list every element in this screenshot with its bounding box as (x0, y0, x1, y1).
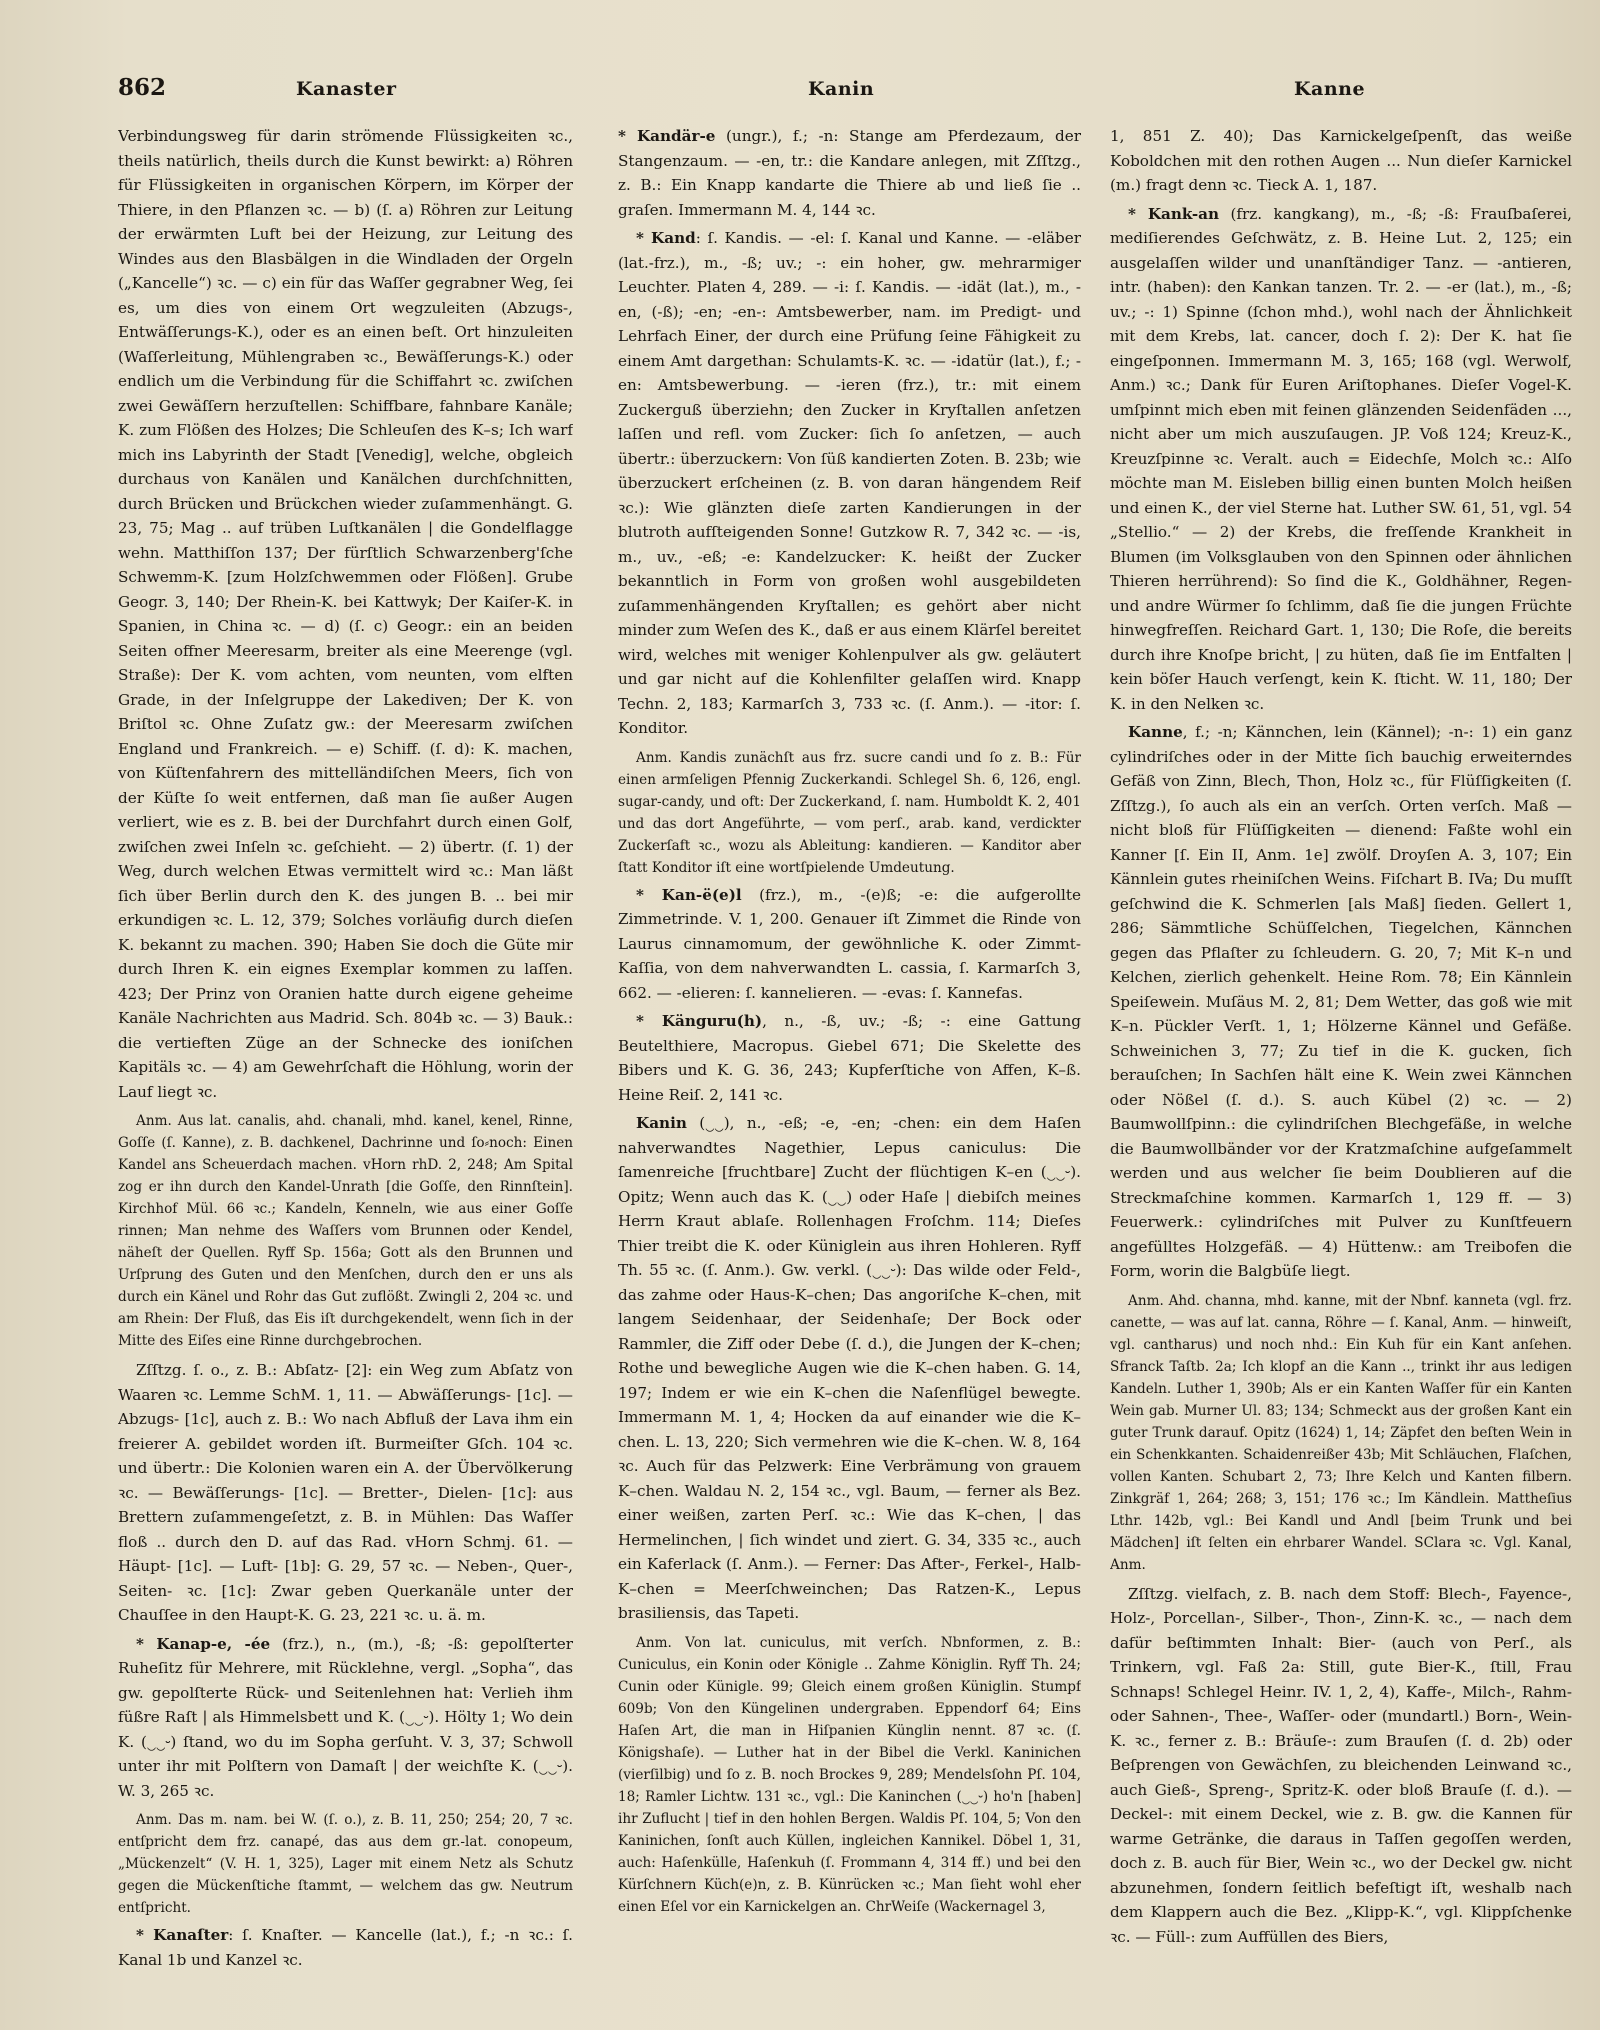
annotation-paragraph (118, 1110, 573, 1352)
entry-text: Anm. Aus lat. canalis, ahd. chanali, mhd. kanel, kenel, Rinne, Goſſe (ſ. Kanne), z. B. dachkenel, Dachrinne und ſo⸗noch: Einen Kandel ans Scheuerdach machen. vHorn rhD. 2, 248; Am Spital zog er ihn durch den Kandel-Unrath [die Goſſe, den Rinnſtein]. Kirchhof Mül. 66 ꝛc.; Kandeln, Kenneln, wie aus einer Goſſe rinnen; Man nehme des Waſſers vom Brunnen oder Kendel, näheſt der Quellen. Ryff Sp. 156a; Gott als den Brunnen und Urſprung des Guten und den Menſchen, durch den er uns als durch ein Känel und Rohr das Gut zuflößt. Zwingli 2, 204 ꝛc. und am Rhein: Der Fluß, das Eis iſt durchgekendelt, wenn ſich in der Mitte des Eiſes eine Rinne durchgebrochen. (118, 1113, 573, 1349)
middle-head-word: Kanin (808, 78, 875, 100)
lemma: * Kanaſter (136, 1926, 229, 1944)
entry-text: (ungr.), f.; -n: Stange am Pferdezaum, der Stangenzaum. — -en, tr.: die Kandare anlegen, mit Zſſtzg., z. B.: Ein Knapp kandarte die Thiere ab und ließ ſie .. graſen. Immermann M. 4, 144 ꝛc. (618, 127, 1081, 219)
entry-text: , n., -ß, uv.; -ß; -: eine Gattung Beutelthiere, Macropus. Giebel 671; Die Skelette des Bibers und K. G. 36, 243; Kupferſtiche von Affen, K–ß. Heine Reiſ. 2, 141 ꝛc. (618, 1012, 1081, 1104)
annotation-paragraph (618, 1632, 1081, 1918)
entry-paragraph (1110, 1582, 1572, 1950)
entry-paragraph (1110, 124, 1572, 198)
entry-paragraph (618, 226, 1081, 741)
lemma: * Kand (636, 229, 696, 247)
lemma: Kanin (636, 1114, 687, 1132)
entry-text: Verbindungsweg für darin strömende Flüssigkeiten ꝛc., theils natürlich, theils durch die Kunst bewirkt: a) Röhren für Flüssigkeiten in organischen Körpern, im Körper der Thiere, in den Pflanzen ꝛc. — b) (ſ. a) Röhren zur Leitung der erwärmten Luft bei der Heizung, zur Leitung des Windes aus den Blasbälgen in die Windladen der Orgeln („Kancelle“) ꝛc. — c) ein für das Waſſer gegrabner Weg, ſei es, um dies von einem Ort wegzuleiten (Abzugs-, Entwäſſerungs-K.), oder es an einen beſt. Ort hinzuleiten (Waſſerleitung, Mühlengraben ꝛc., Bewäſſerungs-K.) oder endlich um die Verbindung für die Schiffahrt ꝛc. zwiſchen zwei Gewäſſern herzuſtellen: Schiffbare, fahnbare Kanäle; K. zum Flößen des Holzes; Die Schleuſen des K–s; Ich warf mich ins Labyrinth der Stadt [Venedig], welche, obgleich durchaus von Kanälen und Kanälchen durchſchnitten, durch Brücken und Brückchen wieder zuſammenhängt. G. 23, 75; Mag .. auf trüben Luſtkanälen | die Gondelflagge wehn. Matthiſſon 137; Der fürſtlich Schwarzenberg'ſche Schwemm-K. [zum Holzſchwemmen oder Flößen]. Grube Geogr. 3, 140; Der Rhein-K. bei Kattwyk; Der Kaiſer-K. in Spanien, in China ꝛc. — d) (ſ. c) Geogr.: ein an beiden Seiten offner Meeresarm, breiter als eine Meerenge (vgl. Straße): Der K. vom achten, vom neunten, vom elften Grade, in der Inſelgruppe der Lakediven; Der K. von Briſtol ꝛc. Ohne Zuſatz gw.: der Meeresarm zwiſchen England und Frankreich. — e) Schiff. (ſ. d): K. machen, von Küſtenfahrern des mittelländiſchen Meers, ſich von der Küſte ſo weit entfernen, daß man ſie außer Augen verliert, wie es z. B. bei der Durchfahrt durch einen Golf, zwiſchen zwei Inſeln ꝛc. geſchieht. — 2) übertr. (ſ. 1) der Weg, durch welchen Etwas vermittelt wird ꝛc.: Man läßt ſich über Berlin durch den K. des jungen B. .. bei mir erkundigen ꝛc. L. 12, 379; Solches vorläufig durch dieſen K. bekannt zu machen. 390; Haben Sie doch die Güte mir durch Ihren K. ein eignes Exemplar kommen zu laſſen. 423; Der Prinz von Oranien hatte durch eigene geheime Kanäle Nachrichten aus Madrid. Sch. 804b ꝛc. — 3) Bauk.: die vertieften Züge an der Schnecke des ioniſchen Kapitäls ꝛc. — 4) am Gewehrſchaft die Höhlung, worin der Lauf liegt ꝛc. (118, 127, 573, 1101)
annotation-paragraph (118, 1809, 573, 1919)
left-head-word: Kanaster (296, 78, 397, 100)
entry-text: Anm. Kandis zunächſt aus frz. sucre candi und ſo z. B.: Für einen armſeligen Pfennig Zuckerkandi. Schlegel Sh. 6, 126, engl. sugar-candy, und oft: Der Zuckerkand, ſ. nam. Humboldt K. 2, 401 und das dort Angeführte, — vom perſ., arab. kand, verdickter Zuckerſaft ꝛc., wozu als Ableitung: kandieren. — Kanditor aber ſtatt Konditor iſt eine wortſpielende Umdeutung. (618, 749, 1081, 876)
entry-paragraph (618, 124, 1081, 222)
right-head-word: Kanne (1294, 78, 1366, 100)
column-right (1110, 124, 1572, 2004)
entry-paragraph (618, 1111, 1081, 1626)
entry-text: (frz.), n., (m.), -ß; -ß: gepolſterter Ruheſitz für Mehrere, mit Rücklehne, vergl. „Sopha“, das gw. gepolſterte Rück- und Seitenlehnen hat: Verlieh ihm füßre Raſt | als Himmelsbett und K. (‿‿⏑). Hölty 1; Wo dein K. (‿‿⏑) ſtand, wo du im Sopha gerſuht. V. 3, 37; Schwoll unter ihr mit Polſtern von Damaſt | der weichſte K. (‿‿⏑). W. 3, 265 ꝛc. (118, 1634, 573, 1800)
entry-text: Anm. Von lat. cuniculus, mit verſch. Nbnformen, z. B.: Cuniculus, ein Konin oder Königle .. Zahme Königlin. Ryff Th. 24; Cunin oder Künigle. 99; Gleich einem großen Küniglin. Stumpf 609b; Von den Küngelinen undergraben. Eppendorf 64; Eins Haſen Art, die man in Hiſpanien Künglin nennt. 87 ꝛc. (ſ. Königshaſe). — Luther hat in der Bibel die Verkl. Kaninichen (vierſilbig) und ſo z. B. noch Brockes 9, 289; Mendelsſohn Pſ. 104, 18; Ramler Lichtw. 131 ꝛc., vgl.: Die Kaninchen (‿‿⏑) ho'n [haben] ihr Zuflucht | tief in den hohlen Bergen. Waldis Pſ. 104, 5; Von den Kaninichen, ſonſt auch Küllen, ingleichen Kannikel. Döbel 1, 31, auch: Haſenkülle, Haſenkuh (ſ. Frommann 4, 314 ff.) und bei den Kürſchnern Küch(e)n, z. B. Künrücken ꝛc.; Man ſieht wohl eher einen Eſel vor ein Karnickelgen an. ChrWeiſe (Wackernagel 3, (618, 1634, 1081, 1915)
entry-paragraph (118, 124, 573, 1104)
entry-paragraph (118, 1923, 573, 1972)
annotation-paragraph (1110, 1290, 1572, 1576)
entry-paragraph (1110, 720, 1572, 1284)
entry-text: (frz. kangkang), m., -ß; -ß: Frauſbaſerei, mediſierendes Geſchwätz, z. B. Heine Lut. 2, 125; ein ausgelaſſen wilder und unanſtändiger Tanz. — -antieren, intr. (haben): den Kankan tanzen. Tr. 2. — -er (lat.), m., -ß; uv.; -: 1) Spinne (ſchon mhd.), wohl nach der Ähnlichkeit mit dem Krebs, lat. cancer, doch ſ. 2): Der K. hat ſie eingeſponnen. Immermann M. 3, 165; 168 (vgl. Werwolf, Anm.) ꝛc.; Dank für Euren Ariſtophanes. Dieſer Vogel-K. umſpinnt mich eben mit feinen glänzenden Seidenfäden ..., nicht aber um mich auszuſaugen. JP. Voß 124; Kreuz-K., Kreuzſpinne ꝛc. Veralt. auch = Eidechſe, Molch ꝛc.: Alſo möchte man M. Eisleben billig einen bunten Molch heißen und einen K., der viel Sterne hat. Luther SW. 61, 51, vgl. 54 „Stellio.“ — 2) der Krebs, die freſſende Krankheit in Blumen (im Volksglauben von den Spinnen oder ähnlichen Thieren herrührend): So ſind die K., Goldhähner, Regen- und andre Würmer ſo ſchlimm, daß ſie die jungen Früchte hinwegfreſſen. Reichard Gart. 1, 130; Die Roſe, die bereits durch ihre Knoſpe bricht, | zu hüten, daß ſie im Entfalten | kein böſer Hauch verſengt, kein K. ſticht. W. 11, 180; Der K. in den Nelken ꝛc. (1110, 204, 1572, 713)
entry-text: Anm. Ahd. channa, mhd. kanne, mit der Nbnf. kanneta (vgl. frz. canette, — was auf lat. canna, Röhre — ſ. Kanal, Anm. — hinweiſt, vgl. cantharus) und noch nhd.: Ein Kuh für ein Kant anſehen. Sfranck Taſtb. 2a; Ich klopf an die Kann .., trinkt ihr aus ledigen Kandeln. Luther 1, 390b; Als er ein Kanten Waſſer für ein Kanten Wein gab. Murner Ul. 83; 134; Schmeckt aus der großen Kant ein guter Trunk darauf. Opitz (1624) 1, 14; Zäpfet den beſten Wein in ein Schenkkanten. Schaidenreißer 43b; Mit Schläuchen, Flaſchen, vollen Kanten. Schubart 2, 73; Ihre Kelch und Kanten filbern. Zinkgräf 1, 264; 268; 3, 151; 176 ꝛc.; Im Kändlein. Mattheſius Lthr. 142b, vgl.: Bei Kandl und Andl [beim Trunk und bei Mädchen] iſt ſelten ein ehrbarer Wandel. SClara ꝛc. Vgl. Kanal, Anm. (1110, 1292, 1572, 1573)
lemma: * Kandär-e (618, 127, 716, 145)
entry-text: : ſ. Knaſter. — Kancelle (lat.), f.; -n ꝛc.: ſ. Kanal 1b und Kanzel ꝛc. (118, 1926, 573, 1969)
entry-paragraph (1110, 202, 1572, 717)
entry-text: , f.; -n; Kännchen, lein (Kännel); -n-: 1) ein ganz cylindriſches oder in der Mitte ſich bauchig erweiterndes Gefäß von Zinn, Blech, Thon, Holz ꝛc., für Flüſſigkeiten (ſ. Zſſtzg.), ſo auch als ein an verſch. Orten verſch. Maß — nicht bloß für Flüſſigkeiten — dienend: Faßte wohl ein Kanner [ſ. Ein II, Anm. 1e] zwölf. Droyſen A. 3, 107; Ein Kännlein gutes rheiniſchen Weins. Fiſchart B. IVa; Du muſſt geſchwind die K. Schmerlen [als Maß] ſieden. Gellert 1, 286; Sämmtliche Schüſſelchen, Tiegelchen, Kännchen gegen das Pflaſter zu ſchleudern. G. 20, 7; Mit K–n und Kelchen, zierlich gehenkelt. Heine Rom. 78; Ein Kännlein Speiſewein. Muſäus M. 2, 81; Dem Wetter, das goß wie mit K–n. Pückler Verſt. 1, 1; Hölzerne Kännel und Gefäße. Schweinichen 3, 77; Zu tief in die K. gucken, ſich berauſchen; In Sachſen hält eine K. Wein zwei Kännchen oder Nößel (ſ. d.). S. auch Kübel (2) ꝛc. — 2) Baumwollſpinn.: die cylindriſchen Blechgefäße, in welche die Baumwollbänder vor der Kratzmaſchine aufgeſammelt werden und aus welcher ſie beim Doublieren auf die Streckmaſchine kommen. Karmarſch 1, 129 ff. — 3) Feuerwerk.: cylindriſches mit Pulver zu Kunſtfeuern angefülltes Holzgefäß. — 4) Hüttenw.: am Treibofen die Form, worin die Balgbüſe liegt. (1110, 723, 1572, 1280)
lemma: * Känguru(h) (636, 1012, 763, 1030)
entry-text: Zſſtzg. vielfach, z. B. nach dem Stoff: Blech-, Fayence-, Holz-, Porcellan-, Silber-, Thon-, Zinn-K. ꝛc., — nach dem dafür beſtimmten Inhalt: Bier- (auch von Perſ., als Trinkern, vgl. Faß 2a: Still, gute Bier-K., ſtill, Frau Schnaps! Schlegel Heinr. IV. 1, 2, 4), Kaffe-, Milch-, Rahm- oder Sahnen-, Thee-, Waſſer- oder (mundartl.) Born-, Wein-K. ꝛc., ferner z. B.: Bräuſe-: zum Brauſen (ſ. d. 2b) oder Beſprengen von Gewächſen, zu bleichenden Leinwand ꝛc., auch Gieß-, Spreng-, Spritz-K. oder bloß Brauſe (ſ. d.). — Deckel-: mit einem Deckel, wie z. B. gw. die Kannen für warme Getränke, die daraus in Taſſen gegoſſen werden, doch z. B. auch für Bier, Wein ꝛc., wo der Deckel gw. nicht abzunehmen, ſondern ſeitlich befeſtigt iſt, weshalb nach dem Klappern auch die Bez. „Klipp-K.“, vgl. Klippſchenke ꝛc. — Füll-: zum Auffüllen des Biers, (1110, 1584, 1572, 1946)
entry-paragraph (618, 1009, 1081, 1107)
column-middle (618, 124, 1081, 2004)
lemma: * Kan-ë(e)l (636, 885, 742, 904)
column-left (118, 124, 573, 2004)
entry-text: 1, 851 Z. 40); Das Karnickelgeſpenſt, das weiße Koboldchen mit den rothen Augen ... Nun dieſer Karnickel (m.) fragt denn ꝛc. Tieck A. 1, 187. (1110, 127, 1572, 194)
entry-text: : ſ. Kandis. — -el: ſ. Kanal und Kanne. — -eläber (lat.-frz.), m., -ß; uv.; -: ein hoher, gw. mehrarmiger Leuchter. Platen 4, 289. — -i: ſ. Kandis. — -idät (lat.), m., -en, (-ß); -en; -en-: Amtsbewerber, nam. im Predigt- und Lehrfach Einer, der durch eine Prüfung ſeine Fähigkeit zu einem Amt dargethan: Schulamts-K. ꝛc. — -idatür (lat.), f.; -en: Amtsbewerbung. — -ieren (frz.), tr.: mit einem Zuckerguß überziehn; den Zucker in Kryſtallen anſetzen laſſen und refl. vom Zucker: ſich ſo anſetzen, — auch übertr.: überzuckern: Von ſüß kandierten Zoten. B. 23b; wie überzuckert erſcheinen (z. B. von daran hängendem Reif ꝛc.): Wie glänzten dieſe zarten Kandierungen in der blutroth aufſteigenden Sonne! Gutzkow R. 7, 342 ꝛc. — -is, m., uv., -eß; -e: Kandelzucker: K. heißt der Zucker bekanntlich in Form von großen wohl ausgebildeten zuſammenhängenden Kryſtallen; es gehört aber nicht minder zum Weſen des K., daß er aus einem Klärſel bereitet wird, welches mit weniger Kohlenpulver als gw. geläutert und gar nicht auf die Kohlenfilter gelaſſen wird. Knapp Techn. 2, 183; Karmarſch 3, 733 ꝛc. (ſ. Anm.). — -itor: ſ. Konditor. (618, 229, 1081, 737)
entry-text: (frz.), m., -(e)ß; -e: die aufgerollte Zimmetrinde. V. 1, 200. Genauer iſt Zimmet die Rinde von Laurus cinnamomum, der gewöhnliche K. oder Zimmt-Kaſſia, von dem nahverwandten L. cassia, ſ. Karmarſch 3, 662. — -elieren: ſ. kannelieren. — -evas: ſ. Kannefas. (618, 885, 1081, 1002)
entry-paragraph (118, 1632, 573, 1804)
lemma: Kanne (1128, 723, 1183, 741)
entry-text: (‿‿), n., -eß; -e, -en; -chen: ein dem Haſen nahverwandtes Nagethier, Lepus caniculus: Die ſamenreiche [fruchtbare] Zucht der flüchtigen K–en (‿‿⏑). Opitz; Wenn auch das K. (‿‿) oder Haſe | diebiſch meines Herrn Kraut ablaſe. Rollenhagen Froſchm. 114; Dieſes Thier treibt die K. oder Küniglein aus ihren Hohleren. Ryff Th. 55 ꝛc. (ſ. Anm.). Gw. verkl. (‿‿⏑): Das wilde oder Feld-, das zahme oder Haus-K–chen; Das angoriſche K–chen, mit langem Seidenhaar, der Seidenhaſe; Der Bock oder Rammler, die Ziff oder Debe (ſ. d.), die Jungen der K–chen; Rothe und bewegliche Augen wie die K–chen haben. G. 14, 197; Indem er wie ein K–chen die Naſenflügel bewegte. Immermann M. 1, 4; Hocken da auf einander wie die K–chen. L. 13, 220; Sich vermehren wie die K–chen. W. 8, 164 ꝛc. Auch für das Pelzwerk: Eine Verbrämung von grauem K–chen. Waldau N. 2, 154 ꝛc., vgl. Baum, — ferner als Bez. einer weißen, zarten Perſ. ꝛc.: Wie das K–chen, | das Hermelinchen, | ſich windet und ziert. G. 34, 335 ꝛc., auch ein Kaferlack (ſ. Anm.). — Ferner: Das After-, Ferkel-, Halb-K–chen = Meerſchweinchen; Das Ratzen-K., Lepus brasiliensis, das Tapeti. (618, 1114, 1081, 1622)
running-header (118, 70, 1504, 110)
entry-paragraph (118, 1358, 573, 1628)
entry-text: Zſſtzg. ſ. o., z. B.: Abſatz- [2]: ein Weg zum Abſatz von Waaren ꝛc. Lemme SchM. 1, 11. — Abwäſſerungs- [1c]. — Abzugs- [1c], auch z. B.: Wo nach Abfluß der Lava ihm ein freierer A. gebildet worden iſt. Burmeiſter Gſch. 104 ꝛc. und übertr.: Die Kolonien waren ein A. der Übervölkerung ꝛc. — Bewäſſerungs- [1c]. — Bretter-, Dielen- [1c]: aus Brettern zuſammengeſetzt, z. B. in Mühlen: Das Waſſer floß .. durch den D. auf das Rad. vHorn Schmj. 61. — Häupt- [1c]. — Luft- [1b]: G. 29, 57 ꝛc. — Neben-, Quer-, Seiten- ꝛc. [1c]: Zwar geben Querkanäle unter der Chauſſee in den Haupt-K. G. 23, 221 ꝛc. u. ä. m. (118, 1361, 573, 1624)
entry-paragraph (618, 883, 1081, 1006)
page-number: 862 (118, 74, 167, 101)
entry-text: Anm. Das m. nam. bei W. (ſ. o.), z. B. 11, 250; 254; 20, 7 ꝛc. entſpricht dem frz. canapé, das aus dem gr.-lat. conopeum, „Mückenzelt“ (V. H. 1, 325), Lager mit einem Netz als Schutz gegen die Mückenſtiche ſtammt, — welchem das gw. Neutrum entſpricht. (118, 1812, 573, 1916)
annotation-paragraph (618, 747, 1081, 879)
lemma: * Kanap-e, -ée (136, 1634, 271, 1653)
lemma: * Kank-an (1128, 204, 1220, 223)
